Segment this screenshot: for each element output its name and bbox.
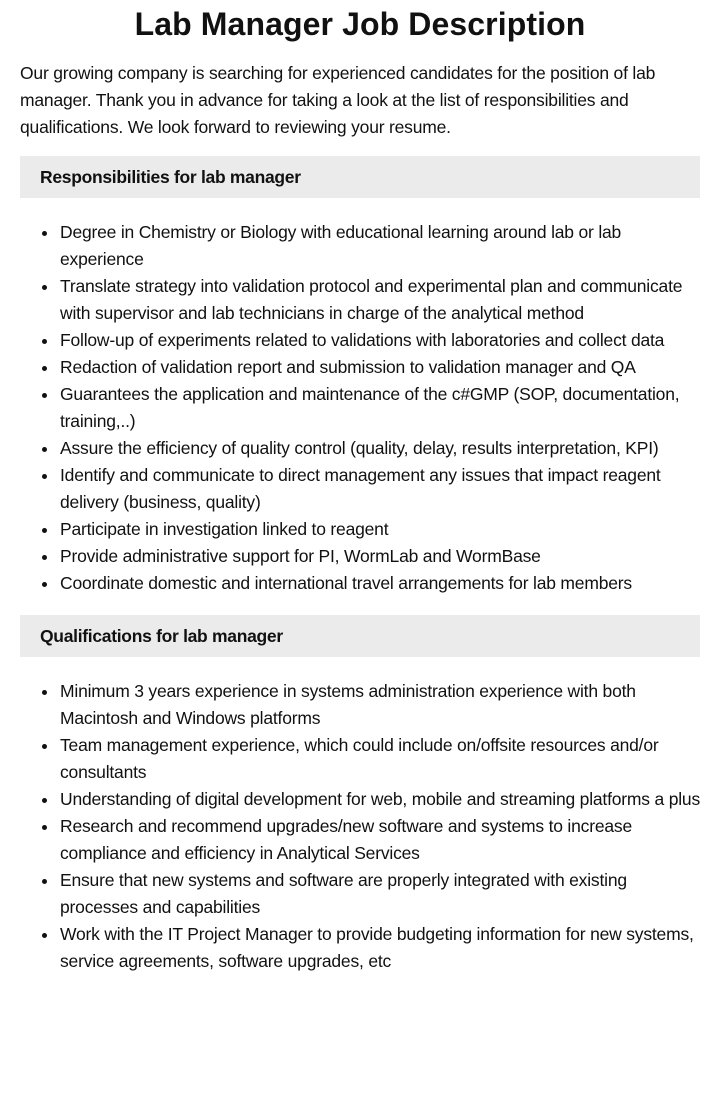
responsibilities-list bbox=[20, 219, 700, 597]
list-item bbox=[60, 921, 700, 975]
list-item-text: Guarantees the application and maintenance of the c#GMP (SOP, documentation, training,..) bbox=[60, 384, 680, 431]
list-item bbox=[60, 354, 700, 381]
list-item bbox=[60, 813, 700, 867]
list-item bbox=[60, 570, 700, 597]
bullet-icon bbox=[42, 879, 47, 884]
intro-paragraph: Our growing company is searching for experienced candidates for the position of lab manager. Thank you in advance for taking a look at the list of responsibilities and qualifications. We look forward to reviewing your resume. bbox=[20, 63, 656, 137]
responsibilities-heading: Responsibilities for lab manager bbox=[20, 156, 700, 198]
list-item-text: Translate strategy into validation protocol and experimental plan and communicate with supervisor and lab technicians in charge of the analytical method bbox=[60, 276, 683, 323]
bullet-icon bbox=[42, 339, 47, 344]
qualifications-list bbox=[20, 678, 700, 975]
bullet-icon bbox=[42, 285, 47, 290]
bullet-icon bbox=[42, 555, 47, 560]
list-item bbox=[60, 732, 700, 786]
list-item-text: Research and recommend upgrades/new software and systems to increase compliance and efficiency in Analytical Services bbox=[60, 816, 632, 863]
list-item-text: Degree in Chemistry or Biology with educational learning around lab or lab experience bbox=[60, 222, 622, 269]
bullet-icon bbox=[42, 582, 47, 587]
bullet-icon bbox=[42, 825, 47, 830]
list-item bbox=[60, 381, 700, 435]
list-item-text: Coordinate domestic and international travel arrangements for lab members bbox=[60, 573, 632, 593]
bullet-icon bbox=[42, 798, 47, 803]
list-item-text: Assure the efficiency of quality control (quality, delay, results interpretation, KPI) bbox=[60, 438, 659, 458]
list-item-text: Work with the IT Project Manager to provide budgeting information for new systems, service agreements, software upgrades, etc bbox=[60, 924, 694, 971]
bullet-icon bbox=[42, 447, 47, 452]
bullet-icon bbox=[42, 744, 47, 749]
list-item bbox=[60, 327, 700, 354]
list-item bbox=[60, 786, 700, 813]
bullet-icon bbox=[42, 528, 47, 533]
list-item bbox=[60, 516, 700, 543]
bullet-icon bbox=[42, 366, 47, 371]
qualifications-heading: Qualifications for lab manager bbox=[20, 615, 700, 657]
list-item-text: Minimum 3 years experience in systems administration experience with both Macintosh and Windows platforms bbox=[60, 681, 636, 728]
bullet-icon bbox=[42, 393, 47, 398]
list-item-text: Provide administrative support for PI, WormLab and WormBase bbox=[60, 546, 541, 566]
list-item bbox=[60, 462, 700, 516]
list-item-text: Identify and communicate to direct management any issues that impact reagent delivery (business, quality) bbox=[60, 465, 661, 512]
list-item bbox=[60, 678, 700, 732]
list-item-text: Participate in investigation linked to reagent bbox=[60, 519, 389, 539]
bullet-icon bbox=[42, 933, 47, 938]
list-item-text: Redaction of validation report and submission to validation manager and QA bbox=[60, 357, 636, 377]
page-title: Lab Manager Job Description bbox=[134, 6, 586, 42]
list-item bbox=[60, 273, 700, 327]
list-item bbox=[60, 219, 700, 273]
bullet-icon bbox=[42, 231, 47, 236]
list-item-text: Understanding of digital development for web, mobile and streaming platforms a plus bbox=[60, 789, 701, 809]
bullet-icon bbox=[42, 474, 47, 479]
list-item bbox=[60, 867, 700, 921]
list-item-text: Team management experience, which could include on/offsite resources and/or consultants bbox=[60, 735, 659, 782]
bullet-icon bbox=[42, 690, 47, 695]
list-item-text: Follow-up of experiments related to validations with laboratories and collect data bbox=[60, 330, 665, 350]
list-item-text: Ensure that new systems and software are properly integrated with existing processes and capabilities bbox=[60, 870, 627, 917]
list-item bbox=[60, 543, 700, 570]
list-item bbox=[60, 435, 700, 462]
